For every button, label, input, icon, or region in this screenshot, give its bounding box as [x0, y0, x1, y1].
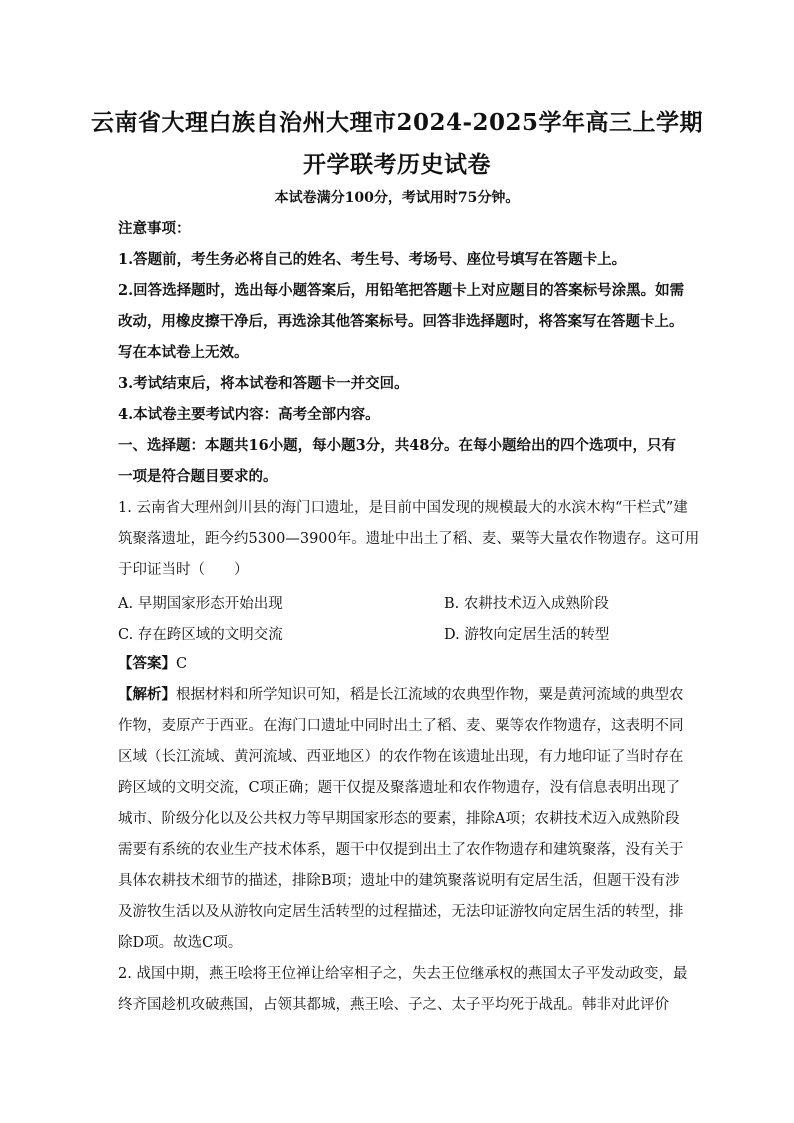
q2-stem-line2: 终齐国趁机攻破燕国，占领其都城，燕王哙、子之、太子平均死于战乱。韩非对此评价: [118, 997, 669, 1013]
q1-option-a: A. 早期国家形态开始出现: [118, 596, 283, 612]
q1-analysis-line9: 除D项。故选C项。: [118, 935, 243, 951]
q1-analysis-text1: 根据材料和所学知识可知，稻是长江流域的农典型作物，粟是黄河流域的典型农: [176, 687, 684, 703]
q1-answer: [118, 654, 678, 674]
q1-stem-line2: 筑聚落遗址，距今约5300—3900年。遗址中出土了稻、麦、粟等大量农作物遗存。这可用: [118, 531, 700, 547]
section1-heading-line1: 一、选择题：本题共16小题，每小题3分，共48分。在每小题给出的四个选项中，只有: [118, 437, 676, 454]
q1-stem-line3: 于印证当时（ ）: [118, 562, 249, 578]
q1-analysis-line4: 跨区域的文明交流，C项正确；题干仅提及聚落遗址和农作物遗存，没有信息表明出现了: [118, 780, 681, 796]
q1-analysis-line3: 区域（长江流域、黄河流域、西亚地区）的农作物在该遗址出现，有力地印证了当时存在: [118, 749, 684, 765]
q1-option-d: D. 游牧向定居生活的转型: [444, 627, 610, 643]
notes-item-1: 1.答题前，考生务必将自己的姓名、考生号、考场号、座位号填写在答题卡上。: [118, 251, 627, 268]
q1-stem-line1: 1. 云南省大理州剑川县的海门口遗址，是目前中国发现的规模最大的水滨木构“干栏式”建: [118, 500, 688, 516]
q1-analysis-line8: 及游牧生活以及从游牧向定居生活转型的过程描述，无法印证游牧向定居生活的转型，排: [118, 904, 684, 920]
q1-answer-value: C: [176, 656, 188, 672]
q1-analysis-line6: 需要有系统的农业生产技术体系，题干中仅提到出土了农作物遗存和建筑聚落，没有关于: [118, 842, 684, 858]
q1-analysis-line2: 作物，麦原产于西亚。在海门口遗址中同时出土了稻、麦、粟等农作物遗存，这表明不同: [118, 718, 684, 734]
notes-item-2-line1: 2.回答选择题时，选出每小题答案后，用铅笔把答题卡上对应题目的答案标号涂黑。如需: [118, 282, 685, 299]
exam-title-line2: 开学联考历史试卷: [303, 151, 491, 178]
notes-item-3: 3.考试结束后，将本试卷和答题卡一并交回。: [118, 375, 409, 392]
notes-item-2-line3: 写在本试卷上无效。: [118, 344, 249, 361]
exam-title-line1: 云南省大理白族自治州大理市2024-2025学年高三上学期: [90, 109, 704, 136]
q1-analysis-label: 【解析】: [118, 686, 176, 703]
notes-item-2-line2: 改动，用橡皮擦干净后，再选涂其他答案标号。回答非选择题时，将答案写在答题卡上。: [118, 313, 684, 330]
section1-heading-line2: 一项是符合题目要求的。: [118, 468, 278, 485]
q1-answer-label: 【答案】: [118, 655, 176, 672]
exam-meta: 本试卷满分100分，考试用时75分钟。: [274, 190, 520, 206]
notes-item-4: 4.本试卷主要考试内容：高考全部内容。: [118, 406, 380, 423]
q1-option-b: B. 农耕技术迈入成熟阶段: [444, 596, 609, 612]
q1-analysis-line1: [118, 685, 684, 705]
q1-option-c: C. 存在跨区域的文明交流: [118, 627, 283, 643]
q2-stem-line1: 2. 战国中期，燕王哙将王位禅让给宰相子之，失去王位继承权的燕国太子平发动政变，最: [118, 966, 688, 982]
notes-heading: 注意事项：: [118, 220, 191, 237]
q1-analysis-line5: 城市、阶级分化以及公共权力等早期国家形态的要素，排除A项；农耕技术迈入成熟阶段: [118, 811, 680, 827]
q1-analysis-line7: 具体农耕技术细节的描述，排除B项；遗址中的建筑聚落说明有定居生活，但题干没有涉: [118, 873, 680, 889]
